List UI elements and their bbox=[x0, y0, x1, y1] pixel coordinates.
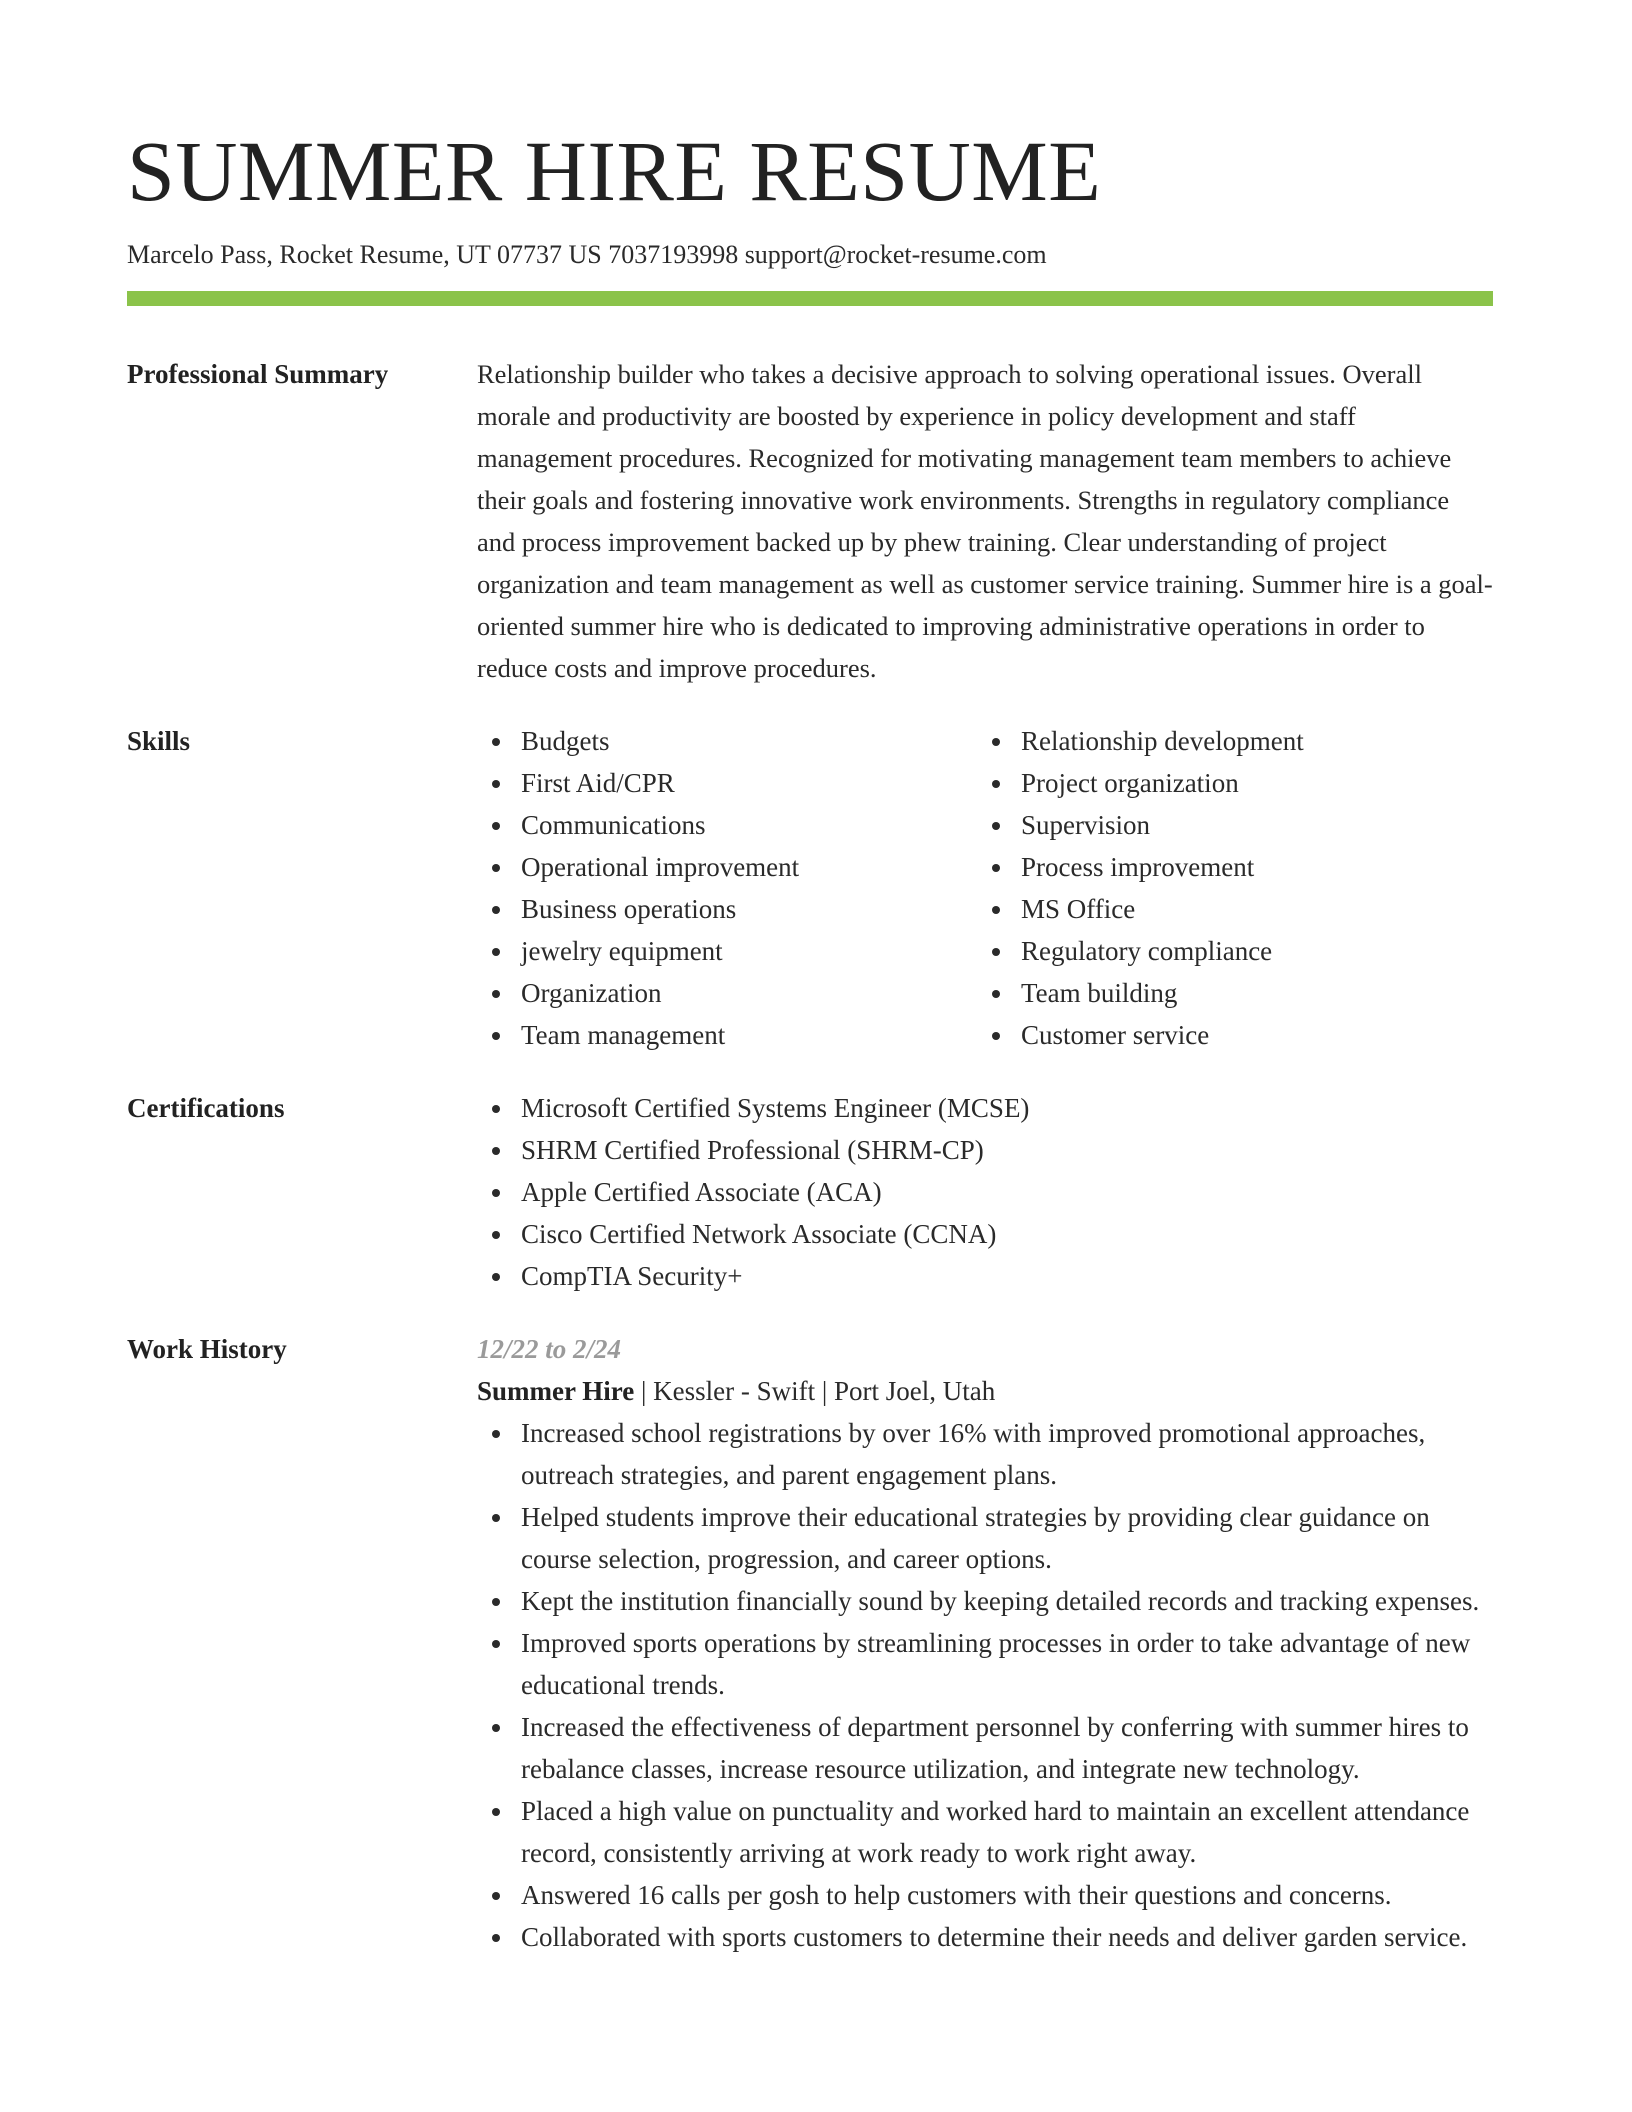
job-bullet: Answered 16 calls per gosh to help customers with their questions and concerns. bbox=[477, 1874, 1493, 1916]
certifications-list bbox=[477, 1087, 1493, 1297]
certification-item: Cisco Certified Network Associate (CCNA) bbox=[477, 1213, 1493, 1255]
skill-item: Project organization bbox=[977, 762, 1477, 804]
skill-item: Customer service bbox=[977, 1014, 1477, 1056]
contact-line: Marcelo Pass, Rocket Resume, UT 07737 US 7037193998 support@rocket-resume.com bbox=[127, 240, 1047, 269]
skill-item: Regulatory compliance bbox=[977, 930, 1477, 972]
section-body bbox=[477, 1087, 1493, 1297]
section-label: Professional Summary bbox=[127, 359, 389, 389]
skill-item: Team management bbox=[477, 1014, 977, 1056]
skill-item: First Aid/CPR bbox=[477, 762, 977, 804]
skill-item: Communications bbox=[477, 804, 977, 846]
section-label: Certifications bbox=[127, 1093, 285, 1123]
professional-summary-section bbox=[127, 353, 1493, 689]
certifications-section bbox=[127, 1087, 1493, 1297]
accent-divider bbox=[127, 291, 1493, 306]
skill-item: Organization bbox=[477, 972, 977, 1014]
section-label: Skills bbox=[127, 726, 191, 756]
skill-item: Operational improvement bbox=[477, 846, 977, 888]
section-label: Work History bbox=[127, 1334, 287, 1364]
job-employer-location: | Kessler - Swift | Port Joel, Utah bbox=[634, 1376, 996, 1406]
job-bullet: Improved sports operations by streamlining processes in order to take advantage of new educational trends. bbox=[477, 1622, 1493, 1706]
skill-item: Business operations bbox=[477, 888, 977, 930]
skill-item: Supervision bbox=[977, 804, 1477, 846]
job-entry bbox=[477, 1328, 1493, 1958]
certification-item: Apple Certified Associate (ACA) bbox=[477, 1171, 1493, 1213]
skill-item: jewelry equipment bbox=[477, 930, 977, 972]
summary-text: Relationship builder who takes a decisive approach to solving operational issues. Overall morale and productivity are boosted by experience in policy development and staff management procedures. Recognized for motivating management team members to achieve their goals and fostering innovative work environments. Strengths in regulatory compliance and process improvement backed up by phew training. Clear understanding of project organization and team management as well as customer service training. Summer hire is a goal-oriented summer hire who is dedicated to improving administrative operations in order to reduce costs and improve procedures. bbox=[477, 359, 1493, 683]
skill-item: MS Office bbox=[977, 888, 1477, 930]
skills-list-right bbox=[977, 720, 1477, 1056]
job-title: Summer Hire bbox=[477, 1376, 635, 1406]
skills-columns bbox=[477, 720, 1493, 1056]
resume-page bbox=[127, 0, 1493, 1958]
certification-item: Microsoft Certified Systems Engineer (MCSE) bbox=[477, 1087, 1493, 1129]
skill-item: Team building bbox=[977, 972, 1477, 1014]
skills-list-left bbox=[477, 720, 977, 1056]
job-bullets bbox=[477, 1412, 1493, 1958]
job-heading bbox=[477, 1370, 1493, 1412]
skill-item: Relationship development bbox=[977, 720, 1477, 762]
skills-section bbox=[127, 720, 1493, 1056]
section-body bbox=[477, 353, 1493, 689]
job-bullet: Collaborated with sports customers to determine their needs and deliver garden service. bbox=[477, 1916, 1493, 1958]
job-bullet: Placed a high value on punctuality and worked hard to maintain an excellent attendance record, consistently arriving at work ready to work right away. bbox=[477, 1790, 1493, 1874]
skill-item: Process improvement bbox=[977, 846, 1477, 888]
job-dates: 12/22 to 2/24 bbox=[477, 1334, 622, 1364]
work-history-section bbox=[127, 1328, 1493, 1958]
skill-item: Budgets bbox=[477, 720, 977, 762]
certification-item: CompTIA Security+ bbox=[477, 1255, 1493, 1297]
job-bullet: Increased the effectiveness of department personnel by conferring with summer hires to rebalance classes, increase resource utilization, and integrate new technology. bbox=[477, 1706, 1493, 1790]
certification-item: SHRM Certified Professional (SHRM-CP) bbox=[477, 1129, 1493, 1171]
resume-title: SUMMER HIRE RESUME bbox=[127, 123, 1102, 219]
job-bullet: Increased school registrations by over 16% with improved promotional approaches, outreach strategies, and parent engagement plans. bbox=[477, 1412, 1493, 1496]
job-bullet: Helped students improve their educational strategies by providing clear guidance on course selection, progression, and career options. bbox=[477, 1496, 1493, 1580]
job-bullet: Kept the institution financially sound by keeping detailed records and tracking expenses. bbox=[477, 1580, 1493, 1622]
